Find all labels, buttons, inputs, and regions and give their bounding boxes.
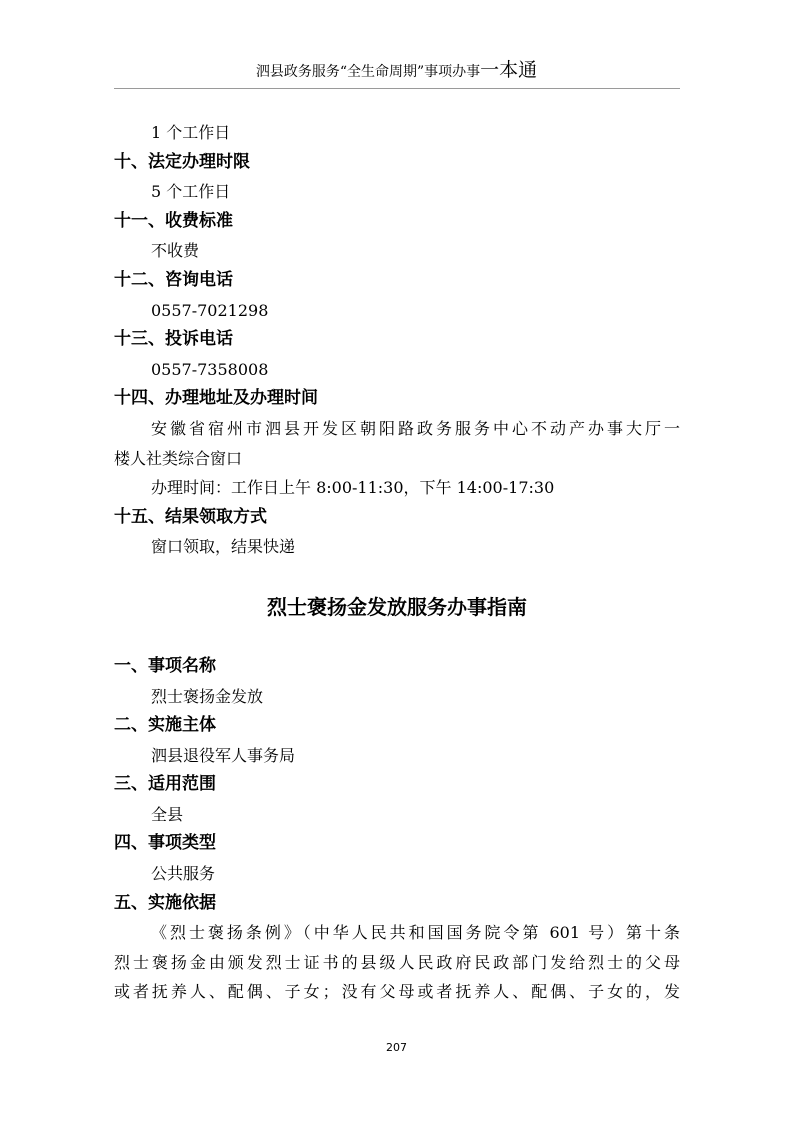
section-heading: 十一、收费标准: [114, 210, 233, 231]
body-text: 窗口领取，结果快递: [151, 537, 296, 557]
header-text: 泗县政务服务“全生命周期”事项办事: [255, 64, 481, 80]
phone-number: 0557-7358008: [151, 359, 269, 379]
legal-basis-text: 《烈士褒扬条例》（中华人民共和国国务院令第 601 号）第十条: [151, 923, 680, 943]
section-heading: 三、适用范围: [114, 774, 216, 795]
section-heading: 五、实施依据: [114, 892, 216, 913]
body-text: 1 个工作日: [151, 123, 231, 142]
document-body: [114, 118, 680, 1007]
body-text: 5 个工作日: [151, 182, 231, 202]
guide-title: 烈士褒扬金发放服务办事指南: [267, 594, 527, 619]
phone-number: 0557-7021298: [151, 300, 269, 320]
section-heading: 四、事项类型: [114, 833, 216, 854]
office-hours-text: 办理时间：工作日上午 8:00-11:30，下午 14:00-17:30: [151, 478, 555, 498]
address-text: 安徽省宿州市泗县开发区朝阳路政务服务中心不动产办事大厅一: [151, 418, 680, 438]
body-text: 烈士褒扬金发放: [151, 686, 264, 706]
section-heading: 一、事项名称: [114, 655, 216, 676]
section-heading: 十、法定办理时限: [114, 151, 250, 172]
address-text: 楼人社类综合窗口: [114, 448, 243, 468]
section-heading: 十五、结果领取方式: [114, 506, 267, 527]
section-heading: 十四、办理地址及办理时间: [114, 388, 318, 409]
body-text: 公共服务: [151, 864, 216, 884]
legal-basis-text: 烈士褒扬金由颁发烈士证书的县级人民政府民政部门发给烈士的父母: [114, 952, 680, 972]
body-text: 全县: [151, 804, 184, 824]
header-text-big: 一本通: [480, 59, 538, 81]
body-text: 泗县退役军人事务局: [151, 745, 296, 765]
header-divider: [114, 88, 680, 89]
body-text: 不收费: [151, 241, 200, 261]
legal-basis-text: 或者抚养人、配偶、子女；没有父母或者抚养人、配偶、子女的，发: [114, 982, 680, 1002]
page-header: [0, 60, 793, 82]
section-heading: 十二、咨询电话: [114, 269, 233, 290]
section-heading: 二、实施主体: [114, 715, 216, 736]
page-number: 207: [386, 1041, 407, 1054]
section-heading: 十三、投诉电话: [114, 329, 233, 350]
